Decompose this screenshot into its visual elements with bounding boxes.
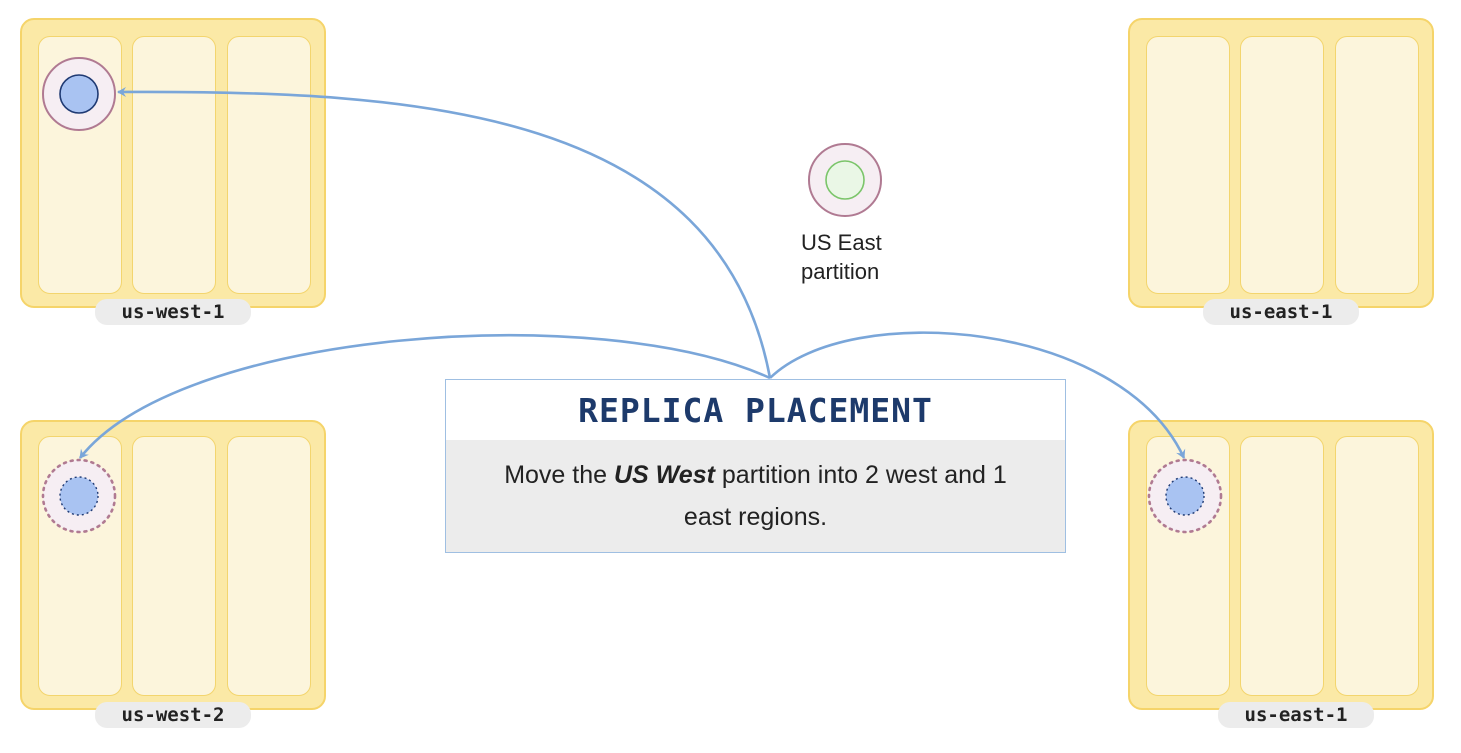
callout-body-emphasis: US West xyxy=(613,461,715,489)
replica-dotted-west-2 xyxy=(41,458,117,534)
region-label-us-west-1: us-west-1 xyxy=(95,299,251,325)
region-column xyxy=(227,436,311,696)
region-column xyxy=(1146,36,1230,294)
region-label-us-east-1-top: us-east-1 xyxy=(1203,299,1359,325)
legend-us-east-partition xyxy=(801,228,921,286)
region-column xyxy=(1335,436,1419,696)
replica-leaseholder-west-1 xyxy=(41,56,117,132)
region-column xyxy=(132,436,216,696)
region-label-us-east-1-bottom: us-east-1 xyxy=(1218,702,1374,728)
region-column xyxy=(1335,36,1419,294)
legend-line-1: US East xyxy=(801,230,882,255)
us-east-partition-icon xyxy=(807,142,883,218)
region-us-east-1-top xyxy=(1128,18,1434,308)
region-column xyxy=(1240,36,1324,294)
callout-title: REPLICA PLACEMENT xyxy=(578,391,933,430)
region-label-us-west-2: us-west-2 xyxy=(95,702,251,728)
replica-placement-callout xyxy=(445,379,1066,553)
replica-dotted-east-1 xyxy=(1147,458,1223,534)
callout-body-suffix: partition into 2 west and 1 east regions. xyxy=(683,461,1007,531)
legend-line-2: partition xyxy=(801,259,880,284)
region-column xyxy=(132,36,216,294)
callout-body-prefix: Move the xyxy=(504,461,614,489)
region-column xyxy=(1240,436,1324,696)
callout-body xyxy=(446,440,1065,552)
region-column xyxy=(227,36,311,294)
